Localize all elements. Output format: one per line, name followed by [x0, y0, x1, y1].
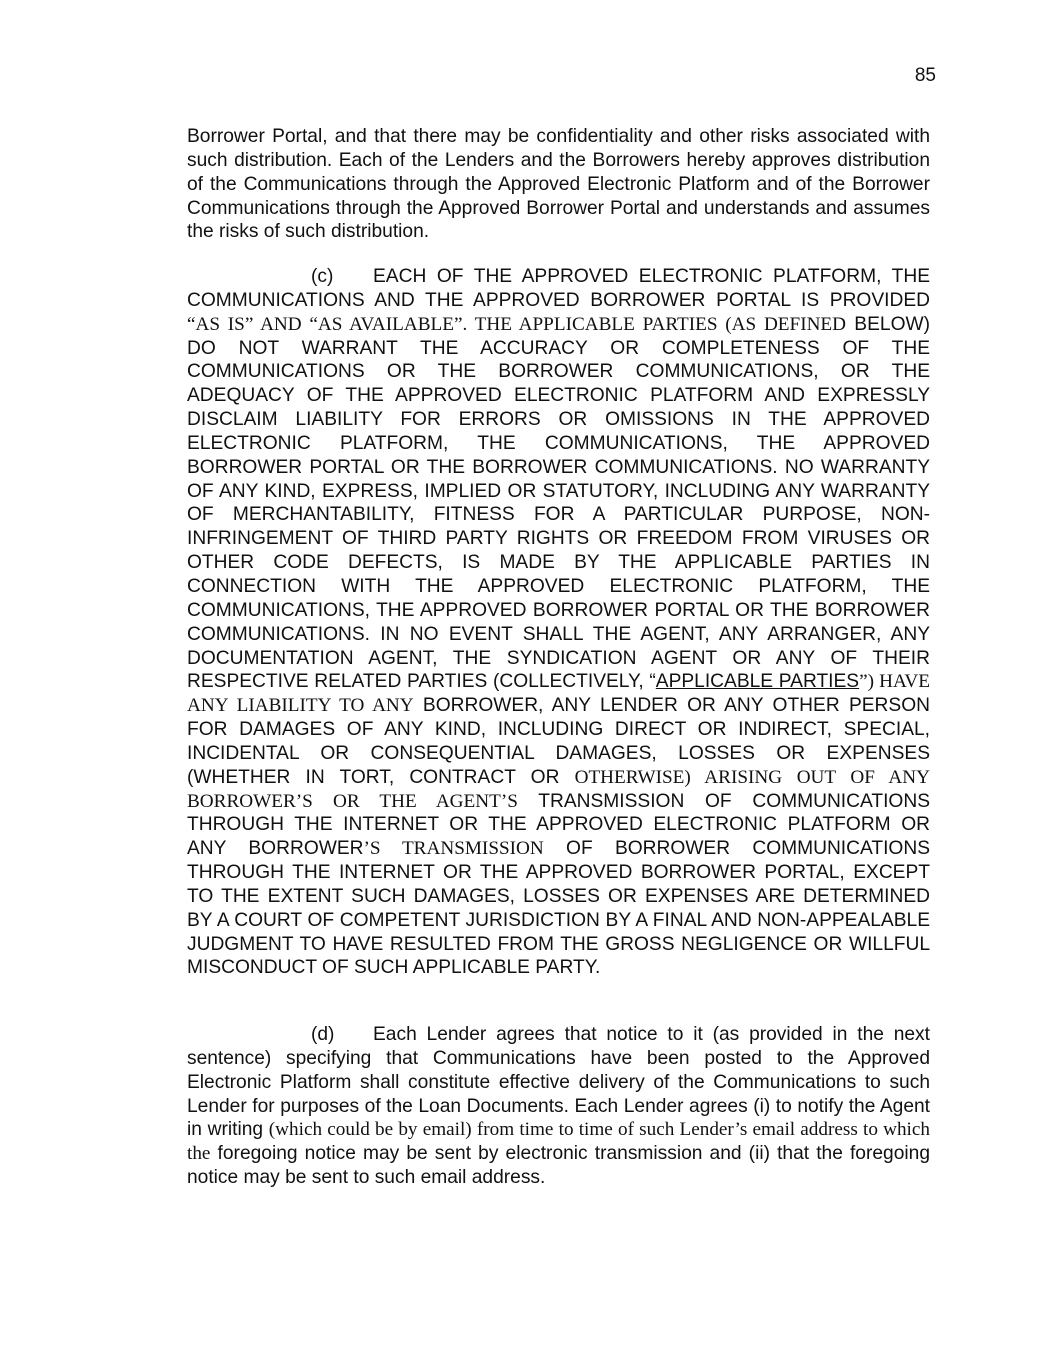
defined-term-applicable-parties: APPLICABLE PARTIES — [655, 671, 860, 693]
disclaimer-text-1: EACH OF THE APPROVED ELECTRONIC PLATFORM, THE COMMUNICATIONS AND THE APPROVED BORROWER PORTAL IS PROVIDED — [187, 266, 930, 311]
disclaimer-text-8: ’S TRANSMISSION — [363, 838, 544, 860]
disclaimer-text-2: “AS IS” AND “AS AVAILABLE”. THE APPLICABLE PARTIES (AS DEFINED — [187, 313, 847, 335]
disclaimer-text-6: OTHERWISE) ARISING OUT OF ANY BORROWER’S OR THE AGENT’S — [187, 766, 930, 812]
disclaimer-text-3: BELOW) DO NOT WARRANT THE ACCURACY OR COMPLETENESS OF THE COMMUNICATIONS OR THE BORROWER COMMUNICATIONS, OR THE ADEQUACY OF THE APPROVED ELECTRONIC PLATFORM AND EXPRESSLY DISCLAIM LIABILITY FOR ERRORS OR OMISSIONS IN THE APPROVED ELECTRONIC PLATFORM, THE COMMUNICATIONS, THE APPROVED BORROWER PORTAL OR THE BORROWER COMMUNICATIONS. NO WARRANTY OF ANY KIND, EXPRESS, IMPLIED OR STATUTORY, INCLUDING ANY WARRANTY OF MERCHANTABILITY, FITNESS FOR A PARTICULAR PURPOSE, NON-INFRINGEMENT OF THIRD PARTY RIGHTS OR FREEDOM FROM VIRUSES OR OTHER CODE DEFECTS, IS MADE BY THE APPLICABLE PARTIES IN CONNECTION WITH THE APPROVED ELECTRONIC PLATFORM, THE COMMUNICATIONS, THE APPROVED BORROWER PORTAL OR THE BORROWER COMMUNICATIONS. IN NO EVENT SHALL THE AGENT, ANY ARRANGER, ANY DOCUMENTATION AGENT, THE SYNDICATION AGENT OR ANY OF THEIR RESPECTIVE RELATED PARTIES (COLLECTIVELY, “ — [187, 313, 930, 693]
disclaimer-text-7: TRANSMISSION OF COMMUNICATIONS THROUGH THE INTERNET OR THE APPROVED ELECTRONIC PLATFORM OR ANY BORROWER — [187, 790, 930, 860]
disclaimer-text-9: OF BORROWER COMMUNICATIONS THROUGH THE INTERNET OR THE APPROVED BORROWER PORTAL, EXCEPT TO THE EXTENT SUCH DAMAGES, LOSSES OR EXPENSES ARE DETERMINED BY A COURT OF COMPETENT JURISDICTION BY A FINAL AND NON-APPEALABLE JUDGMENT TO HAVE RESULTED FROM THE GROSS NEGLIGENCE OR WILLFUL MISCONDUCT OF SUCH APPLICABLE PARTY. — [187, 838, 931, 979]
paragraph-d-notice — [187, 1023, 930, 1190]
paragraph-continuation: Borrower Portal, and that there may be confidentiality and other risks associated with such distribution. Each of the Lenders and the Borrowers hereby approves distribution of the Communications through the Approved Electronic Platform and of the Borrower Communications through the Approved Borrower Portal and understands and assumes the risks of such distribution. — [187, 126, 930, 243]
paragraph-marker-d: (d) — [311, 1024, 335, 1045]
notice-text-1: Each Lender agrees that notice to it (as provided in the next sentence) specifying that Communications have been posted to the Approved Electronic Platform shall constitute effective delivery of the Communications to such Lender for purposes of the Loan Documents. Each Lender agrees (i) to notify the Agent in writing — [187, 1024, 930, 1141]
paragraph-marker-c: (c) — [311, 266, 334, 287]
notice-text-2: (which could be by email) from time to time of such Lender’s email address to which the — [187, 1119, 930, 1165]
disclaimer-text-5: BORROWER, ANY LENDER OR ANY OTHER PERSON FOR DAMAGES OF ANY KIND, INCLUDING DIRECT OR INDIRECT, SPECIAL, INCIDENTAL OR CONSEQUENTIAL DAMAGES, LOSSES OR EXPENSES (WHETHER IN TORT, CONTRACT OR — [187, 695, 930, 788]
paragraph-c-disclaimer — [187, 265, 930, 980]
disclaimer-text-4: ”) HAVE ANY LIABILITY TO ANY — [187, 671, 930, 717]
page-number: 85 — [914, 65, 936, 86]
notice-text-3: foregoing notice may be sent by electronic transmission and (ii) that the foregoing notice may be sent to such email address. — [187, 1143, 930, 1189]
